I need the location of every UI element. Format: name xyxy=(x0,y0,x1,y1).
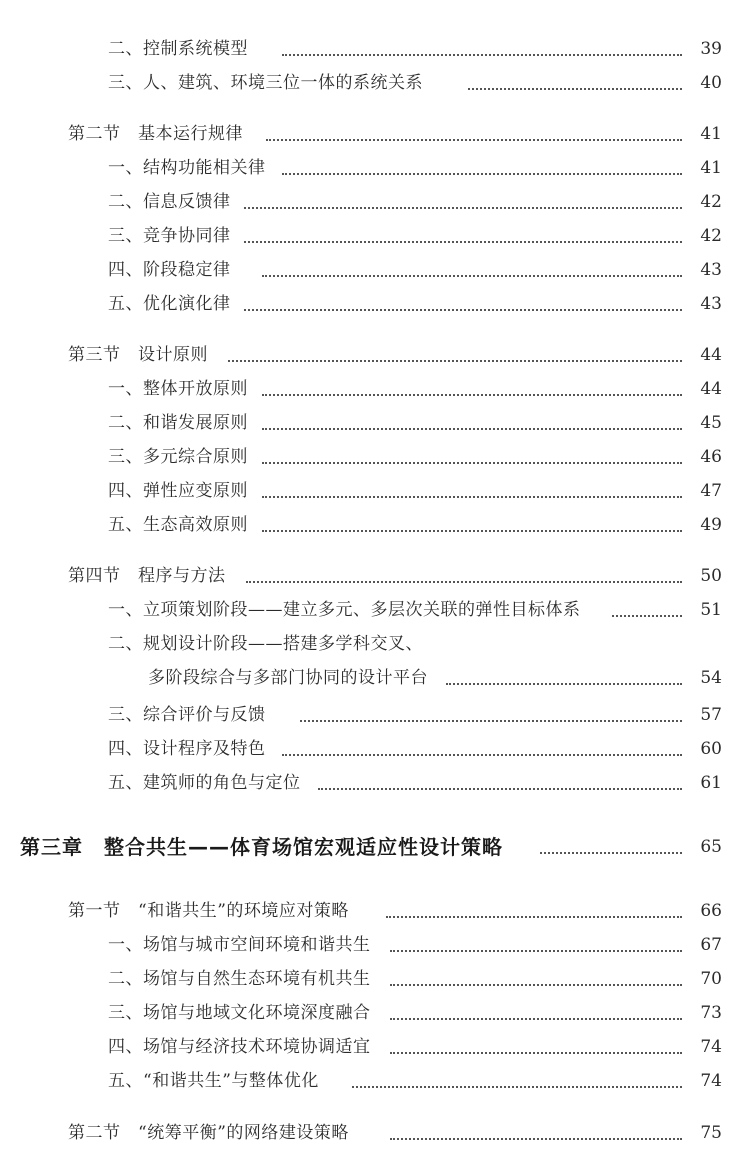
toc-entry-title: 四、场馆与经济技术环境协调适宜 xyxy=(108,1037,371,1057)
toc-entry xyxy=(0,964,750,994)
toc-entry-page: 47 xyxy=(700,481,722,501)
toc-entry-page: 43 xyxy=(700,260,722,280)
toc-leader-dots xyxy=(244,207,682,209)
toc-entry-continuation xyxy=(0,663,750,693)
toc-entry-title: 五、生态高效原则 xyxy=(108,515,248,535)
toc-entry-title: 四、弹性应变原则 xyxy=(108,481,248,501)
toc-entry-title: 第二节 “统筹平衡”的网络建设策略 xyxy=(68,1123,349,1143)
toc-leader-dots xyxy=(282,754,682,756)
toc-leader-dots xyxy=(266,139,682,141)
toc-leader-dots xyxy=(262,462,682,464)
toc-entry xyxy=(0,255,750,285)
toc-entry-page: 73 xyxy=(700,1003,722,1023)
toc-entry-page: 66 xyxy=(700,901,722,921)
toc-entry xyxy=(0,187,750,217)
toc-entry-title: 一、场馆与城市空间环境和谐共生 xyxy=(108,935,371,955)
toc-entry-title: 第四节 程序与方法 xyxy=(68,566,226,586)
toc-entry-title: 三、综合评价与反馈 xyxy=(108,705,266,725)
toc-entry xyxy=(0,629,750,659)
toc-entry-page: 75 xyxy=(700,1123,722,1143)
toc-entry-page: 41 xyxy=(700,124,722,144)
toc-entry xyxy=(0,34,750,64)
toc-entry-page: 45 xyxy=(700,413,722,433)
toc-entry-page: 70 xyxy=(700,969,722,989)
toc-entry-title: 二、和谐发展原则 xyxy=(108,413,248,433)
toc-entry-title: 三、多元综合原则 xyxy=(108,447,248,467)
toc-entry-page: 42 xyxy=(700,192,722,212)
toc-leader-dots xyxy=(390,1052,682,1054)
toc-leader-dots xyxy=(390,984,682,986)
toc-entry xyxy=(0,930,750,960)
toc-entry-page: 44 xyxy=(700,345,722,365)
toc-entry-title: 二、场馆与自然生态环境有机共生 xyxy=(108,969,371,989)
toc-entry-page: 60 xyxy=(700,739,722,759)
toc-entry xyxy=(0,1032,750,1062)
toc-leader-dots xyxy=(300,720,682,722)
toc-entry-title: 三、场馆与地域文化环境深度融合 xyxy=(108,1003,371,1023)
toc-entry-page: 57 xyxy=(700,705,722,725)
toc-entry-page: 74 xyxy=(700,1071,722,1091)
toc-entry-page: 41 xyxy=(700,158,722,178)
toc-entry-page: 65 xyxy=(700,837,722,857)
toc-entry-page: 54 xyxy=(700,668,722,688)
toc-entry-title: 一、立项策划阶段——建立多元、多层次关联的弹性目标体系 xyxy=(108,600,581,620)
toc-section-entry xyxy=(0,1118,750,1148)
toc-leader-dots xyxy=(390,1018,682,1020)
toc-entry-page: 74 xyxy=(700,1037,722,1057)
toc-chapter-title: 第三章 整合共生——体育场馆宏观适应性设计策略 xyxy=(20,835,503,859)
toc-leader-dots xyxy=(612,615,682,617)
toc-leader-dots xyxy=(282,173,682,175)
toc-leader-dots xyxy=(390,1138,682,1140)
toc-leader-dots xyxy=(386,916,682,918)
toc-leader-dots xyxy=(244,241,682,243)
toc-entry-title: 第三节 设计原则 xyxy=(68,345,208,365)
toc-entry-title: 二、信息反馈律 xyxy=(108,192,231,212)
toc-entry-page: 40 xyxy=(700,73,722,93)
toc-entry-title: 一、整体开放原则 xyxy=(108,379,248,399)
toc-entry-title: 多阶段综合与多部门协同的设计平台 xyxy=(148,668,428,688)
toc-entry-page: 42 xyxy=(700,226,722,246)
toc-entry xyxy=(0,374,750,404)
toc-entry xyxy=(0,289,750,319)
toc-entry-title: 四、设计程序及特色 xyxy=(108,739,266,759)
toc-leader-dots xyxy=(262,394,682,396)
toc-leader-dots xyxy=(446,683,682,685)
toc-entry xyxy=(0,734,750,764)
toc-leader-dots xyxy=(282,54,682,56)
toc-leader-dots xyxy=(318,788,682,790)
toc-entry-title: 四、阶段稳定律 xyxy=(108,260,231,280)
toc-section-entry xyxy=(0,896,750,926)
toc-entry-title: 五、优化演化律 xyxy=(108,294,231,314)
toc-entry-page: 50 xyxy=(700,566,722,586)
toc-entry xyxy=(0,408,750,438)
toc-entry xyxy=(0,998,750,1028)
toc-entry xyxy=(0,700,750,730)
toc-entry-title: 五、建筑师的角色与定位 xyxy=(108,773,301,793)
toc-leader-dots xyxy=(246,581,682,583)
toc-leader-dots xyxy=(262,496,682,498)
toc-entry-title: 三、竞争协同律 xyxy=(108,226,231,246)
toc-entry xyxy=(0,68,750,98)
toc-entry-title: 二、规划设计阶段——搭建多学科交叉、 xyxy=(108,634,423,654)
toc-leader-dots xyxy=(262,530,682,532)
toc-entry xyxy=(0,153,750,183)
toc-leader-dots xyxy=(352,1086,682,1088)
toc-entry-page: 61 xyxy=(700,773,722,793)
toc-chapter-entry xyxy=(0,832,750,862)
toc-entry xyxy=(0,595,750,625)
toc-entry xyxy=(0,510,750,540)
toc-entry-title: 第一节 “和谐共生”的环境应对策略 xyxy=(68,901,349,921)
toc-section-entry xyxy=(0,119,750,149)
toc-leader-dots xyxy=(468,88,682,90)
toc-leader-dots xyxy=(228,360,682,362)
toc-entry-title: 二、控制系统模型 xyxy=(108,39,248,59)
toc-entry-page: 51 xyxy=(700,600,722,620)
toc-entry-page: 67 xyxy=(700,935,722,955)
toc-entry-page: 46 xyxy=(700,447,722,467)
toc-entry xyxy=(0,768,750,798)
toc-leader-dots xyxy=(262,428,682,430)
toc-entry-page: 39 xyxy=(700,39,722,59)
toc-entry xyxy=(0,476,750,506)
toc-entry-title: 五、“和谐共生”与整体优化 xyxy=(108,1071,319,1091)
toc-leader-dots xyxy=(540,852,682,854)
toc-entry-title: 第二节 基本运行规律 xyxy=(68,124,243,144)
toc-entry xyxy=(0,221,750,251)
toc-section-entry xyxy=(0,340,750,370)
toc-leader-dots xyxy=(262,275,682,277)
toc-leader-dots xyxy=(244,309,682,311)
toc-entry-page: 43 xyxy=(700,294,722,314)
toc-section-entry xyxy=(0,561,750,591)
toc-entry-title: 三、人、建筑、环境三位一体的系统关系 xyxy=(108,73,423,93)
toc-entry xyxy=(0,1066,750,1096)
toc-leader-dots xyxy=(390,950,682,952)
toc-entry-page: 49 xyxy=(700,515,722,535)
toc-entry-page: 44 xyxy=(700,379,722,399)
toc-entry xyxy=(0,442,750,472)
toc-entry-title: 一、结构功能相关律 xyxy=(108,158,266,178)
